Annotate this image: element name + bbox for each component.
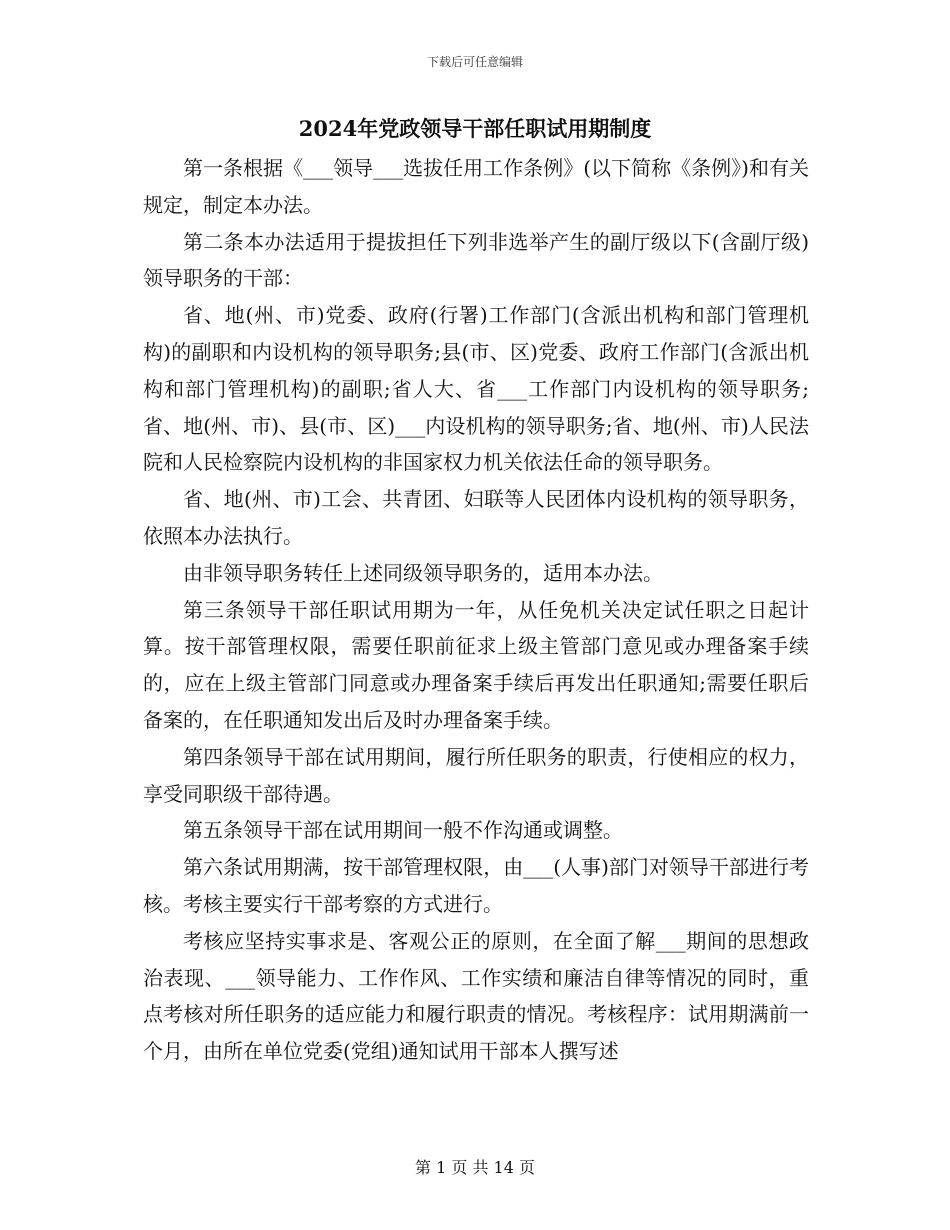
page-number-footer: 第 1 页 共 14 页 xyxy=(415,1158,535,1177)
paragraph-article-3: 第三条领导干部任职试用期为一年，从任免机关决定试任职之日起计算。按干部管理权限，需要任职前征求上级主管部门意见或办理备案手续的，应在上级主管部门同意或办理备案手续后再发出任职通知;需要任职后备案的，在任职通知发出后及时办理备案手续。 xyxy=(143,597,809,732)
paragraph-article-5: 第五条领导干部在试用期间一般不作沟通或调整。 xyxy=(183,818,623,843)
paragraph-scope-organizations: 省、地(州、市)工会、共青团、妇联等人民团体内设机构的领导职务，依照本办法执行。 xyxy=(143,487,809,548)
page-header-note: 下载后可任意编辑 xyxy=(426,55,523,69)
paragraph-scope-transfer: 由非领导职务转任上述同级领导职务的，适用本办法。 xyxy=(183,560,663,585)
paragraph-article-4: 第四条领导干部在试用期间，履行所任职务的职责，行使相应的权力，享受同职级干部待遇。 xyxy=(143,744,809,806)
paragraph-assessment: 考核应坚持实事求是、客观公正的原则，在全面了解___期间的思想政治表现、___领导能力、工作作风、工作实绩和廉洁自律等情况的同时，重点考核对所任职务的适应能力和履行职责的情况。考核程序：试用期满前一个月，由所在单位党委(党组)通知试用干部本人撰写述 xyxy=(143,928,809,1064)
paragraph-article-6: 第六条试用期满，按干部管理权限，由___(人事)部门对领导干部进行考核。考核主要实行干部考察的方式进行。 xyxy=(143,855,809,916)
document-title: 2024年党政领导干部任职试用期制度 xyxy=(298,116,652,141)
paragraph-article-1: 第一条根据《___领导___选拔任用工作条例》(以下简称《条例》)和有关规定，制定本办法。 xyxy=(143,156,809,217)
paragraph-scope-list: 省、地(州、市)党委、政府(行署)工作部门(含派出机构和部门管理机构)的副职和内设机构的领导职务;县(市、区)党委、政府工作部门(含派出机构和部门管理机构)的副职;省人大、省___工作部门内设机构的领导职务;省、地(州、市)、县(市、区)___内设机构的领导职务;省、地(州、市)人民法院和人民检察院内设机构的非国家权力机关依法任命的领导职务。 xyxy=(143,303,809,475)
document-body xyxy=(143,150,809,1070)
paragraph-article-2: 第二条本办法适用于提拔担任下列非选举产生的副厅级以下(含副厅级)领导职务的干部： xyxy=(143,229,809,291)
